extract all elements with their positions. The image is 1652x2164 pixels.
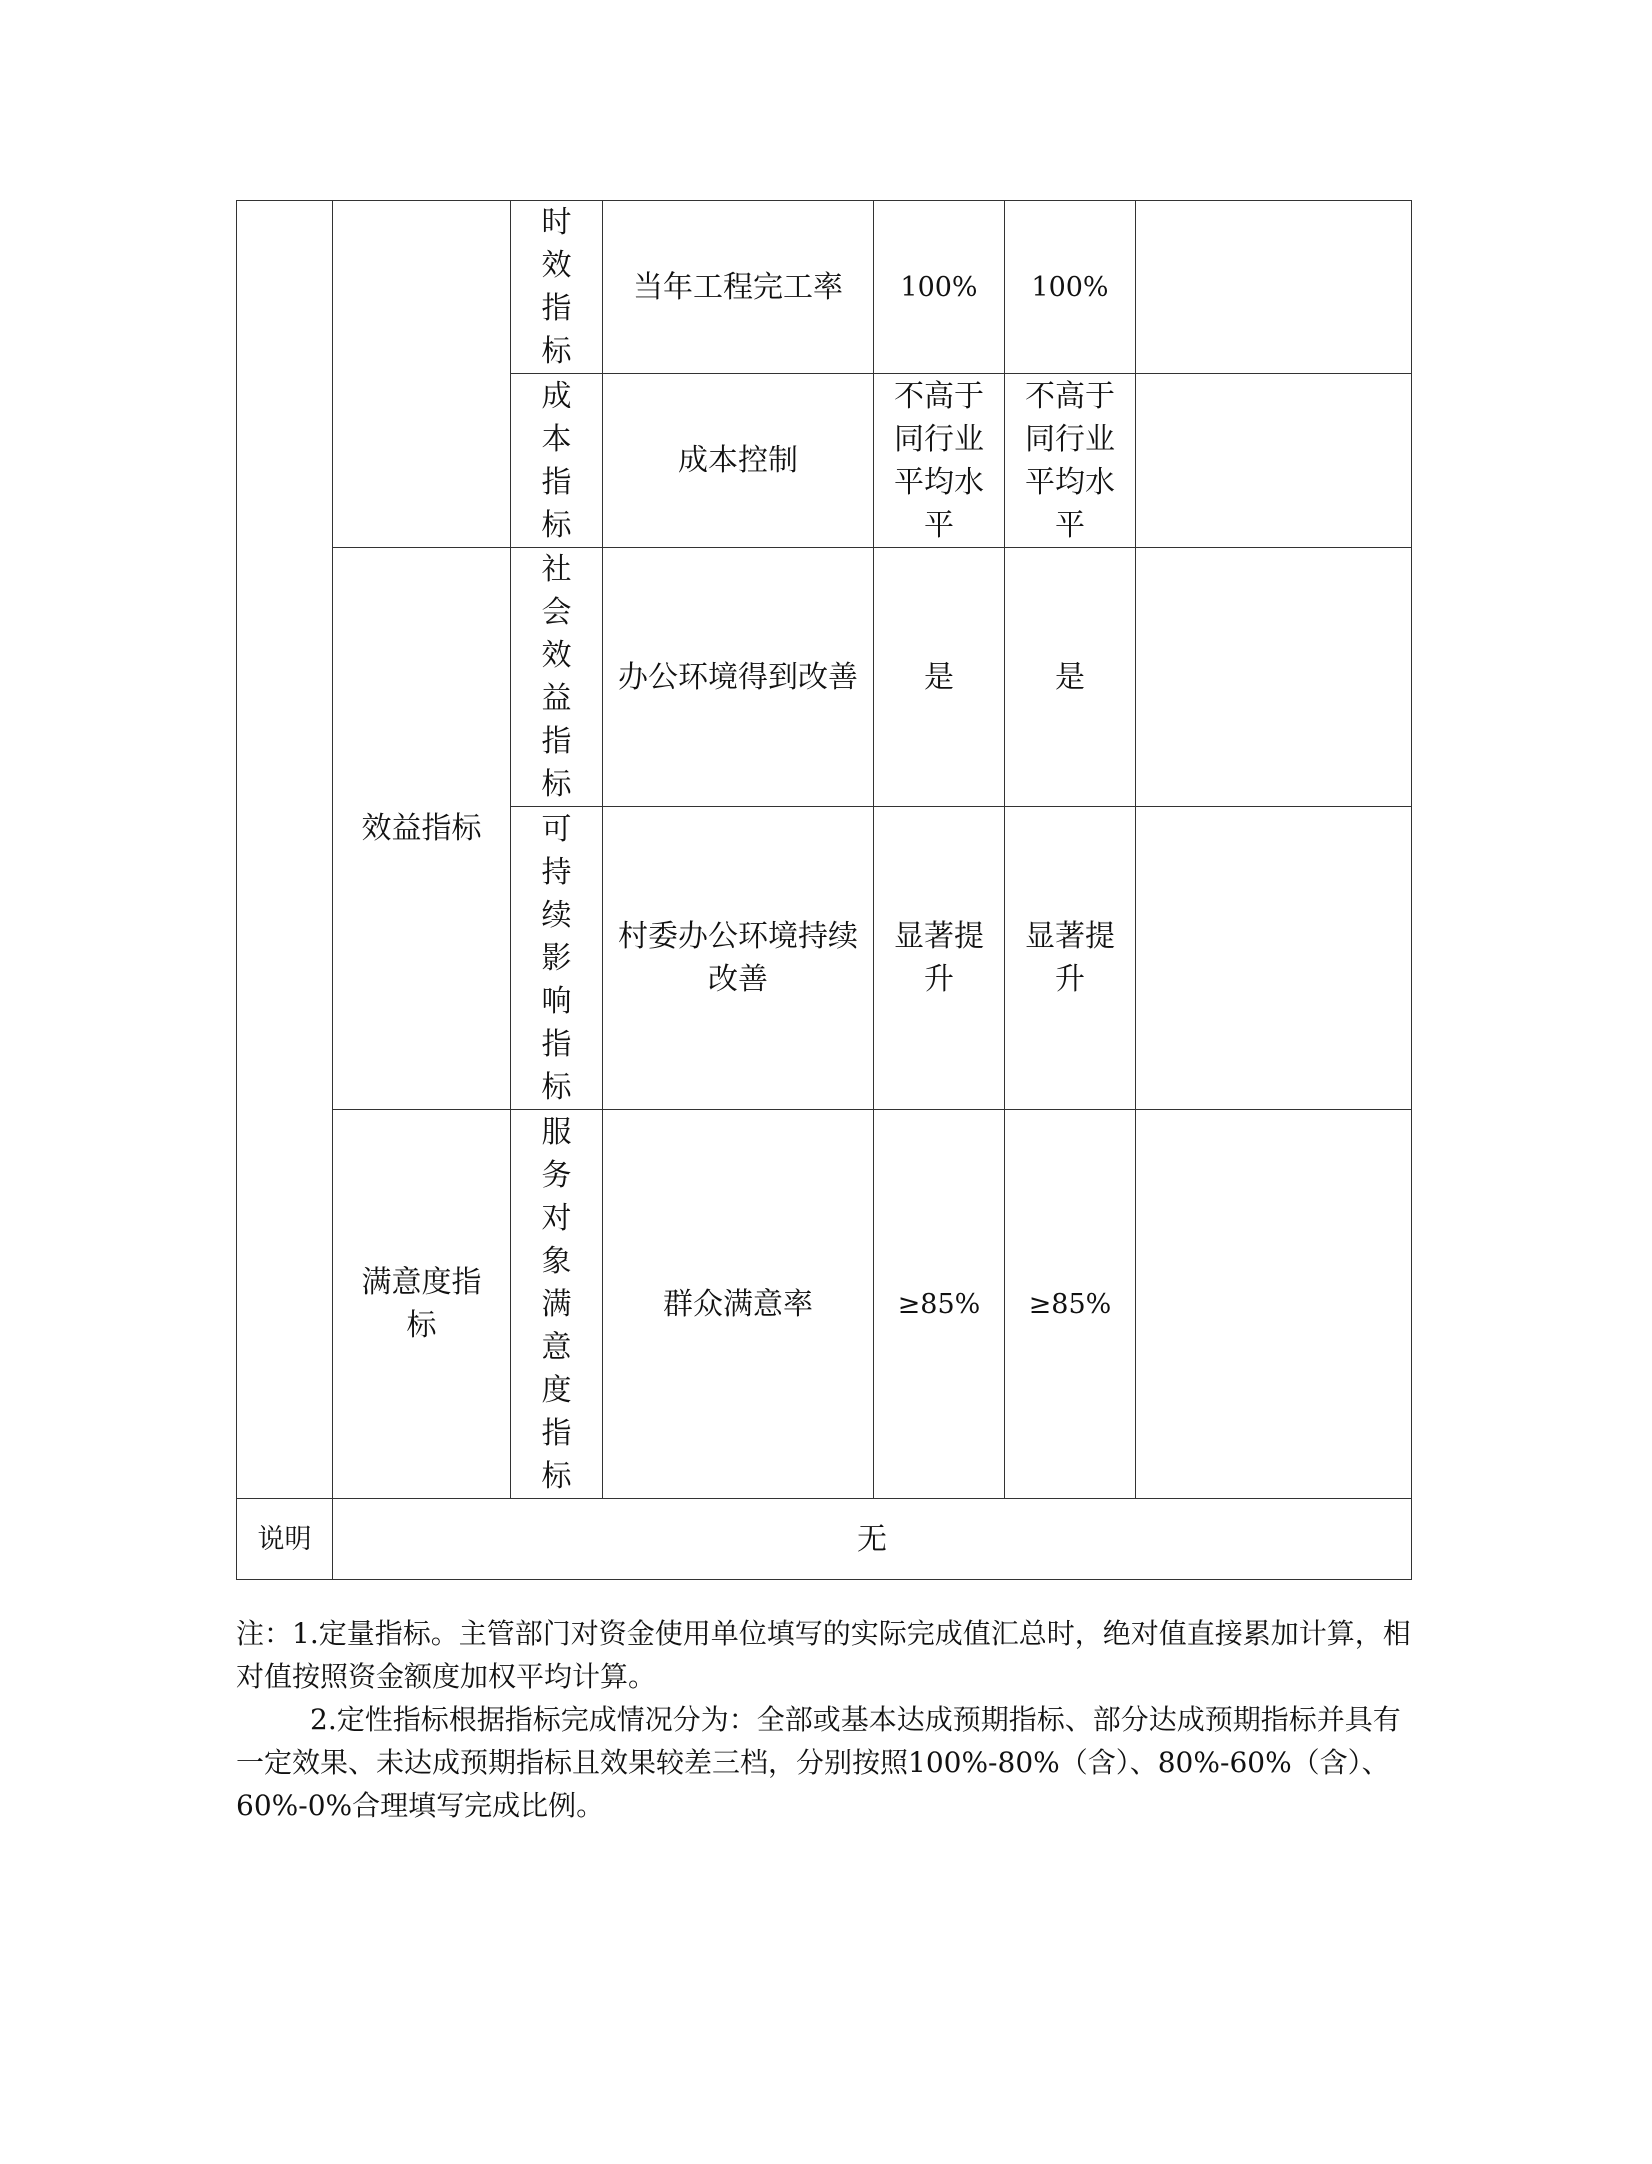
- third-level-cell: 时效指标: [511, 201, 603, 374]
- target-value: 不高于同行业平均水平: [874, 374, 1005, 548]
- indicator-name: 村委办公环境持续改善: [603, 807, 874, 1110]
- second-level-cell: 满意度指标: [333, 1110, 511, 1499]
- actual-value: 100%: [1005, 201, 1136, 374]
- remark-cell: [1136, 548, 1412, 807]
- indicator-name: 当年工程完工率: [603, 201, 874, 374]
- table-row: [237, 548, 1412, 807]
- footnote-2: 2.定性指标根据指标完成情况分为：全部或基本达成预期指标、部分达成预期指标并具有一定效果、未达成预期指标且效果较差三档，分别按照100%-80%（含）、80%-60%（含）、60%-0%合理填写完成比例。: [236, 1703, 1401, 1822]
- footnotes: [236, 1612, 1411, 1827]
- third-level-cell: 可持续影响指标: [511, 807, 603, 1110]
- performance-table: [236, 200, 1412, 1580]
- second-level-cell: [333, 201, 511, 548]
- actual-value: 不高于同行业平均水平: [1005, 374, 1136, 548]
- remark-cell: [1136, 807, 1412, 1110]
- footnote-1: 注：1.定量指标。主管部门对资金使用单位填写的实际完成值汇总时，绝对值直接累加计算，相对值按照资金额度加权平均计算。: [236, 1617, 1411, 1693]
- target-value: 是: [874, 548, 1005, 807]
- target-value: 100%: [874, 201, 1005, 374]
- remark-cell: [1136, 201, 1412, 374]
- second-level-cell: 效益指标: [333, 548, 511, 1110]
- explain-value: 无: [333, 1499, 1412, 1580]
- remark-cell: [1136, 1110, 1412, 1499]
- table-row: [237, 201, 1412, 374]
- first-level-cell: [237, 201, 333, 1499]
- table-row: [237, 1110, 1412, 1499]
- indicator-name: 成本控制: [603, 374, 874, 548]
- target-value: ≥85%: [874, 1110, 1005, 1499]
- explain-label: 说明: [237, 1499, 333, 1580]
- third-level-cell: 服务对象满意度指标: [511, 1110, 603, 1499]
- third-level-cell: 成本指标: [511, 374, 603, 548]
- actual-value: ≥85%: [1005, 1110, 1136, 1499]
- indicator-name: 群众满意率: [603, 1110, 874, 1499]
- third-level-cell: 社会效益指标: [511, 548, 603, 807]
- actual-value: 显著提升: [1005, 807, 1136, 1110]
- remark-cell: [1136, 374, 1412, 548]
- target-value: 显著提升: [874, 807, 1005, 1110]
- actual-value: 是: [1005, 548, 1136, 807]
- indicator-name: 办公环境得到改善: [603, 548, 874, 807]
- explain-row: [237, 1499, 1412, 1580]
